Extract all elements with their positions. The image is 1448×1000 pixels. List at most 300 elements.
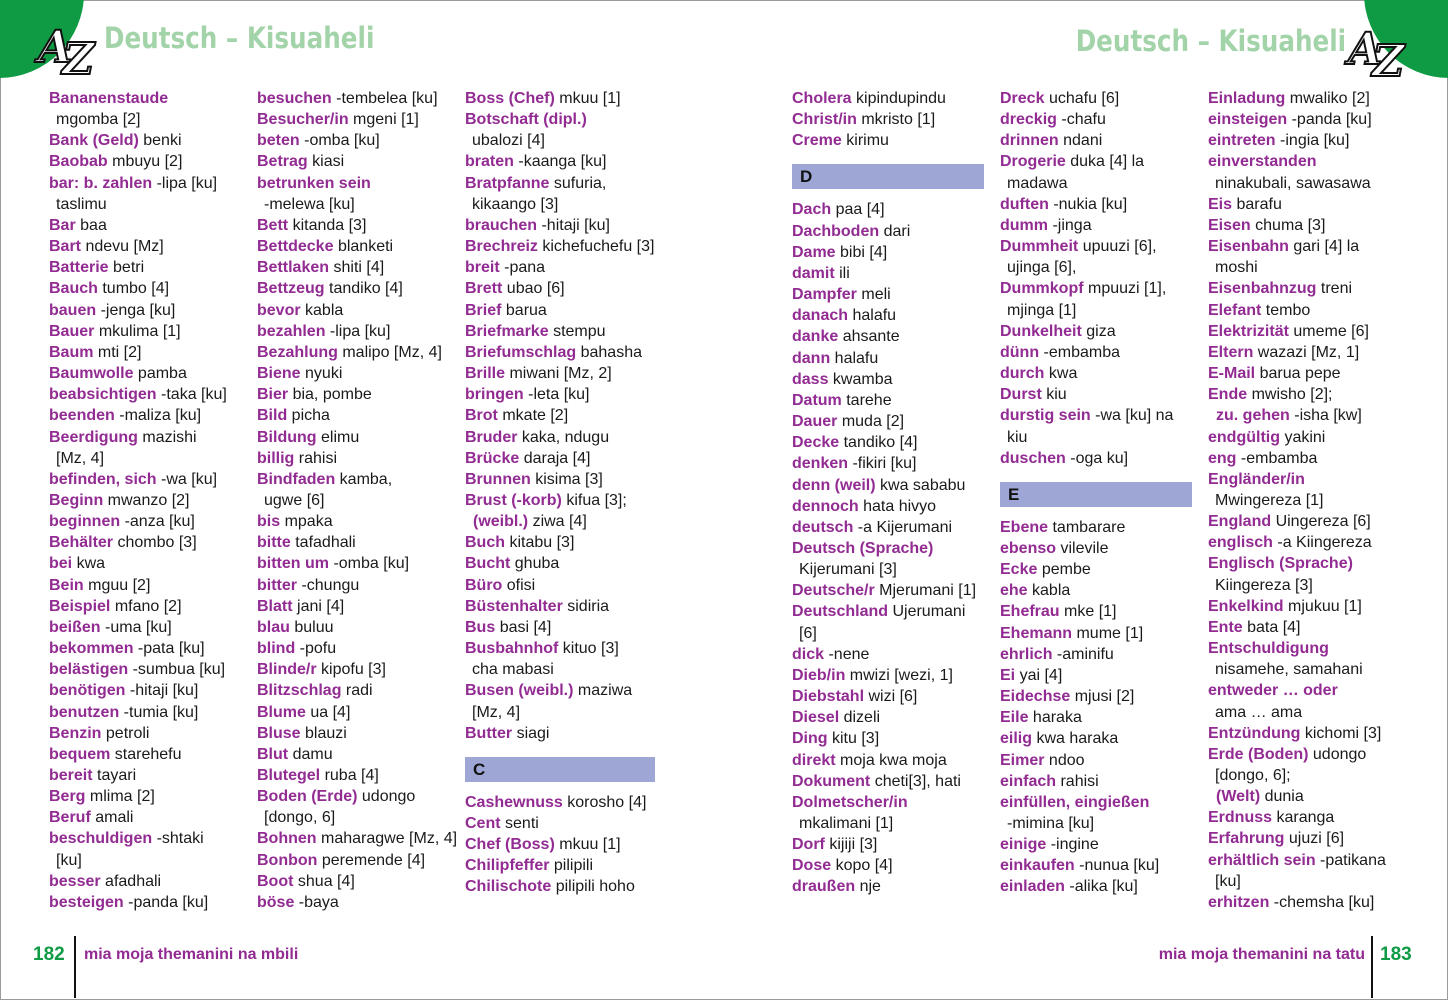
entry-headword: betrunken sein [257,174,371,192]
dictionary-entry [792,834,984,855]
entry-translation: moja kwa moja [840,751,947,769]
entry-headword: Bett [257,216,289,234]
entry-headword: Elefant [1208,301,1262,319]
entry-headword: Boot [257,872,294,890]
dictionary-entry [465,723,655,744]
dictionary-entry [1208,744,1413,786]
dictionary-entry [49,363,254,384]
entry-headword: danach [792,307,849,325]
entry-headword: ehrlich [1000,645,1053,663]
dictionary-entry [257,680,462,701]
dictionary-entry [1208,553,1413,595]
entry-headword: Dauer [792,413,838,431]
entry-translation: -alika [ku] [1069,878,1138,896]
dictionary-entry [257,723,462,744]
entry-translation: miwani [Mz, 2] [509,365,612,383]
dictionary-entry [792,686,984,707]
entry-headword: Bettdecke [257,238,334,256]
entry-translation: kirimu [846,132,889,150]
entry-translation: giza [1086,322,1116,340]
entry-headword: bekommen [49,640,134,658]
dictionary-entry [465,278,655,299]
entry-headword: bringen [465,386,524,404]
dictionary-entry [792,263,984,284]
entry-translation: peremende [4] [321,851,426,869]
entry-translation: duka [4] la madawa [1007,153,1145,192]
dictionary-entry [49,151,254,172]
dictionary-entry [1000,601,1192,622]
entry-headword: bei [49,555,73,573]
entry-headword: Berg [49,788,86,806]
entry-headword: Ebene [1000,518,1049,536]
dictionary-entry [49,828,254,870]
entry-translation: -tembelea [ku] [336,90,438,107]
dictionary-entry [1208,532,1413,553]
entry-headword: billig [257,449,295,467]
entry-headword: einladen [1000,878,1065,896]
entry-translation: pilipili hoho [555,878,635,896]
entry-headword: Büro [465,576,503,594]
entry-headword: Eis [1208,195,1233,213]
entry-translation: kopo [4] [835,857,893,875]
entry-translation: radi [345,682,373,700]
entry-translation: -jenga [ku] [100,301,176,319]
dictionary-entry [1208,850,1413,892]
dictionary-column-2 [257,88,462,913]
dictionary-entry [465,490,655,511]
entry-headword: Dame [792,243,836,261]
entry-translation: mwanzo [2] [107,491,190,509]
entry-translation: -nukia [ku] [1053,195,1128,213]
entry-translation: -lipa [ku] [329,322,391,340]
entry-headword: Bauch [49,280,98,298]
entry-headword: ehe [1000,582,1028,600]
dictionary-entry [257,765,462,786]
dictionary-entry [465,173,655,215]
entry-translation: -hitaji [ku] [129,682,199,700]
entry-translation: shua [4] [297,872,355,890]
entry-translation: vilevile [1060,539,1109,557]
dictionary-entry [1000,363,1192,384]
dictionary-entry [1000,321,1192,342]
entry-headword: Bettzeug [257,280,325,298]
entry-translation: kwamba [832,370,893,388]
dictionary-entry [1000,517,1192,538]
entry-headword: Beginn [49,491,104,509]
dictionary-entry [792,517,984,538]
entry-headword: Beruf [49,809,91,827]
entry-translation: kamba, ugwe [6] [264,470,393,509]
entry-translation: chombo [3] [117,534,197,552]
entry-headword: bitter [257,576,297,594]
entry-translation: yai [4] [1019,666,1063,684]
entry-translation: kitabu [3] [509,534,575,552]
entry-translation: maziwa [Mz, 4] [472,682,633,721]
dictionary-entry [1208,786,1413,807]
dictionary-entry [49,257,254,278]
entry-headword: Biene [257,365,301,383]
entry-headword: Deutschland [792,603,889,621]
dictionary-entry [49,617,254,638]
entry-translation: mwisho [2]; [1251,386,1333,404]
dictionary-entry [49,786,254,807]
dictionary-entry [792,580,984,601]
dictionary-entry [465,553,655,574]
dictionary-entry [257,596,462,617]
dictionary-entry [792,348,984,369]
entry-translation: mjukuu [1] [1288,597,1362,615]
entry-translation: malipo [Mz, 4] [342,343,442,361]
entry-translation: -sumbua [ku] [132,661,226,679]
entry-translation: tayari [97,767,137,784]
entry-translation: ili [839,264,850,282]
dictionary-entry [792,221,984,242]
entry-translation: yakini [1284,428,1326,446]
dictionary-entry [1000,448,1192,469]
dictionary-entry [1000,792,1192,834]
dictionary-entry [49,659,254,680]
dictionary-entry [465,855,655,876]
entry-translation: -uma [ku] [105,618,172,636]
entry-headword: Bart [49,238,82,256]
entry-headword: Behälter [49,534,114,552]
dictionary-entry [1000,623,1192,644]
dictionary-entry [792,369,984,390]
entry-translation: elimu [321,428,360,446]
dictionary-entry [1208,88,1413,109]
entry-translation: picha [291,407,330,425]
entry-translation: mkulima [1] [98,322,181,340]
entry-headword: Boss (Chef) [465,90,555,107]
entry-headword: Brunnen [465,470,531,488]
entry-headword: besuchen [257,90,332,107]
dictionary-entry [49,871,254,892]
dictionary-entry [1208,469,1413,511]
entry-headword: bis [257,513,281,531]
dictionary-entry [1000,665,1192,686]
entry-translation: tembo [1265,301,1311,319]
entry-translation: ndevu [Mz] [85,238,164,256]
left-footer-divider [74,936,76,998]
dictionary-entry [49,596,254,617]
dictionary-entry [257,257,462,278]
entry-headword: Chef (Boss) [465,836,555,854]
entry-translation: wazazi [Mz, 1] [1257,343,1360,361]
entry-translation: uchafu [6] [1048,90,1120,107]
dictionary-entry [792,750,984,771]
entry-translation: kaka, ndugu [521,428,610,446]
entry-translation: -embamba [1240,449,1318,467]
entry-headword: Eimer [1000,751,1045,769]
entry-translation: mkuu [1] [559,836,621,854]
entry-translation: pembe [1041,561,1091,579]
entry-headword: Erdnuss [1208,809,1273,827]
entry-headword: Erfahrung [1208,830,1285,848]
entry-translation: Ujerumani [6] [799,603,966,642]
entry-translation: sidiria [567,597,610,615]
dictionary-entry [792,88,984,109]
entry-translation: ama … ama [1215,703,1303,721]
entry-headword: einfüllen, eingießen [1000,793,1150,811]
dictionary-entry [465,834,655,855]
dictionary-entry [257,363,462,384]
entry-translation: tandiko [4] [329,280,403,298]
entry-translation: mke [1] [1064,603,1117,621]
entry-headword: besteigen [49,893,124,911]
entry-headword: beginnen [49,513,121,531]
dictionary-entry [49,723,254,744]
entry-headword: Brett [465,280,503,298]
entry-translation: kwa [1048,365,1078,383]
entry-headword: brauchen [465,216,538,234]
dictionary-entry [792,109,984,130]
entry-headword: (weibl.) [473,513,529,531]
entry-headword: dumm [1000,216,1048,234]
section-header-e: E [1000,482,1192,507]
entry-headword: Brief [465,301,502,319]
entry-headword: Brot [465,407,498,425]
dictionary-entry [49,278,254,299]
entry-translation: -omba [ku] [304,132,380,150]
dictionary-entry [1000,130,1192,151]
entry-translation: -aminifu [1056,645,1114,663]
entry-headword: (Welt) [1216,788,1261,806]
entry-translation: kabla [305,301,344,319]
entry-headword: Brechreiz [465,238,538,256]
dictionary-entry [49,236,254,257]
entry-headword: dick [792,645,825,663]
entry-translation: mazishi [Mz, 4] [56,428,197,467]
entry-headword: eilig [1000,730,1033,748]
right-page-number: 183 [1380,944,1412,965]
dictionary-entry [792,326,984,347]
right-footer-text: mia moja themanini na tatu [1158,946,1365,963]
entry-translation: pilipili [553,857,594,875]
entry-headword: befinden, sich [49,470,157,488]
dictionary-entry [257,744,462,765]
entry-translation: kisima [3] [535,470,603,488]
entry-translation: nyuki [305,365,343,383]
dictionary-entry [1208,384,1413,405]
entry-headword: erhältlich sein [1208,851,1316,869]
dictionary-entry [465,405,655,426]
entry-translation: -jinga [1052,216,1092,234]
dictionary-entry [1208,300,1413,321]
dictionary-entry [792,707,984,728]
dictionary-entry [257,638,462,659]
entry-headword: benutzen [49,703,120,721]
dictionary-entry [1208,638,1413,680]
dictionary-entry [1208,215,1413,236]
entry-headword: Eidechse [1000,688,1071,706]
entry-headword: Eisenbahnzug [1208,280,1317,298]
dictionary-entry [49,575,254,596]
dictionary-entry [1208,427,1413,448]
dictionary-entry [465,300,655,321]
entry-translation: mfano [2] [114,597,182,615]
entry-headword: entweder … oder [1208,682,1338,700]
dictionary-entry [49,384,254,405]
entry-translation: senti [505,815,539,832]
dictionary-column-3 [465,88,655,898]
az-logo-right: AZ [1348,24,1395,87]
dictionary-entry [257,236,462,257]
entry-headword: Bein [49,576,84,594]
entry-headword: Dachboden [792,222,880,240]
entry-translation: kichomi [3] [1304,724,1382,742]
dictionary-entry [257,850,462,871]
entry-translation: Kiingereza [3] [1215,576,1313,594]
entry-headword: beenden [49,407,115,425]
entry-translation: baa [80,216,107,234]
dictionary-entry [465,215,655,236]
dictionary-entry [1208,194,1413,215]
dictionary-entry [792,390,984,411]
right-page-title: Deutsch – Kisuaheli [1075,24,1346,58]
dictionary-entry [465,638,655,680]
entry-translation: -patikana [ku] [1215,851,1386,890]
entry-translation: -panda [ku] [128,893,209,911]
entry-headword: Bohnen [257,830,317,848]
entry-translation: kituo [3] cha mabasi [472,640,619,679]
entry-translation: tafadhali [295,534,356,552]
entry-translation: muda [2] [841,413,905,431]
entry-translation: barua pepe [1259,365,1341,383]
entry-headword: Dummkopf [1000,280,1084,298]
entry-headword: Bar [49,216,76,234]
entry-headword: englisch [1208,534,1273,552]
dictionary-entry [49,469,254,490]
entry-translation: mgeni [1] [353,111,419,129]
dictionary-entry [257,448,462,469]
entry-translation: ubalozi [4] [472,132,545,150]
dictionary-entry [792,475,984,496]
entry-translation: karanga [1276,809,1335,827]
entry-headword: Bildung [257,428,317,446]
entry-translation: shiti [4] [333,259,385,277]
dictionary-entry [1000,834,1192,855]
entry-headword: Bier [257,386,289,404]
entry-translation: mgomba [2] [56,111,141,129]
entry-headword: Dieb/in [792,666,846,684]
entry-translation: haraka [1032,709,1082,727]
entry-headword: Datum [792,391,842,409]
entry-headword: Briefmarke [465,322,549,340]
entry-headword: bar: b. zahlen [49,174,153,192]
entry-headword: Eltern [1208,343,1254,361]
right-footer-divider [1371,936,1373,998]
entry-translation: tarehe [846,391,892,409]
entry-headword: Bettlaken [257,259,330,277]
entry-headword: einsteigen [1208,111,1288,129]
dictionary-entry [49,88,254,130]
entry-translation: mkristo [1] [861,111,936,129]
entry-headword: beten [257,132,300,150]
dictionary-entry [792,644,984,665]
entry-headword: einkaufen [1000,857,1075,875]
entry-translation: mti [2] [97,343,142,361]
entry-headword: beißen [49,618,101,636]
entry-translation: mlima [2] [89,788,155,806]
entry-headword: endgültig [1208,428,1280,446]
dictionary-entry [1000,384,1192,405]
entry-headword: breit [465,259,500,277]
entry-translation: upuuzi [6], ujinga [6], [1007,238,1157,277]
entry-headword: dann [792,349,831,367]
entry-headword: Bruder [465,428,518,446]
entry-translation: chuma [3] [1255,216,1326,234]
dictionary-entry [792,432,984,453]
dictionary-entry [257,532,462,553]
dictionary-entry [49,490,254,511]
entry-headword: durch [1000,365,1045,383]
entry-headword: Butter [465,724,513,742]
entry-translation: -nene [828,645,870,663]
entry-headword: Beispiel [49,597,111,615]
entry-headword: beabsichtigen [49,386,157,404]
entry-translation: nisamehe, samahani [1215,661,1363,679]
entry-translation: -pofu [299,640,337,658]
dictionary-entry [792,130,984,151]
entry-translation: Uingereza [6] [1275,513,1371,531]
entry-headword: Chilischote [465,878,552,896]
dictionary-entry [257,871,462,892]
entry-translation: kwa haraka [1036,730,1119,748]
entry-headword: Buch [465,534,505,552]
dictionary-entry [1208,828,1413,849]
entry-headword: Elektrizität [1208,322,1289,340]
dictionary-entry [1000,876,1192,897]
dictionary-entry [1000,559,1192,580]
entry-translation: ziwa [4] [532,513,587,531]
entry-translation: barua [505,301,547,319]
dictionary-entry [1000,750,1192,771]
entry-translation: -ingine [1050,836,1099,854]
entry-translation: ghuba [514,555,560,573]
entry-headword: Dummheit [1000,238,1079,256]
dictionary-column-1 [49,88,254,913]
entry-translation: ruba [4] [324,767,379,784]
dictionary-entry [792,728,984,749]
entry-headword: Creme [792,132,842,150]
entry-translation: kifua [3]; [566,491,627,509]
entry-headword: Brücke [465,449,520,467]
entry-headword: danke [792,328,839,346]
dictionary-entry [1000,88,1192,109]
dictionary-entry [465,511,655,532]
entry-translation: -a Kijerumani [857,518,953,536]
dictionary-entry [1000,405,1192,447]
entry-translation: cheti[3], hati [874,772,961,790]
entry-headword: Dorf [792,836,825,854]
entry-translation: dizeli [843,709,881,727]
entry-translation: -pana [504,259,546,277]
entry-headword: duften [1000,195,1049,213]
entry-headword: Boden (Erde) [257,788,358,806]
dictionary-entry [1208,363,1413,384]
entry-headword: drinnen [1000,132,1059,150]
entry-headword: Cent [465,815,501,832]
dictionary-entry [1000,194,1192,215]
entry-translation: benki [143,132,182,150]
entry-headword: bevor [257,301,301,319]
dictionary-entry [792,855,984,876]
dictionary-entry [1000,771,1192,792]
entry-translation: treni [1320,280,1353,298]
entry-translation: ndani [1063,132,1103,150]
entry-headword: eintreten [1208,132,1276,150]
entry-headword: Cholera [792,90,852,107]
